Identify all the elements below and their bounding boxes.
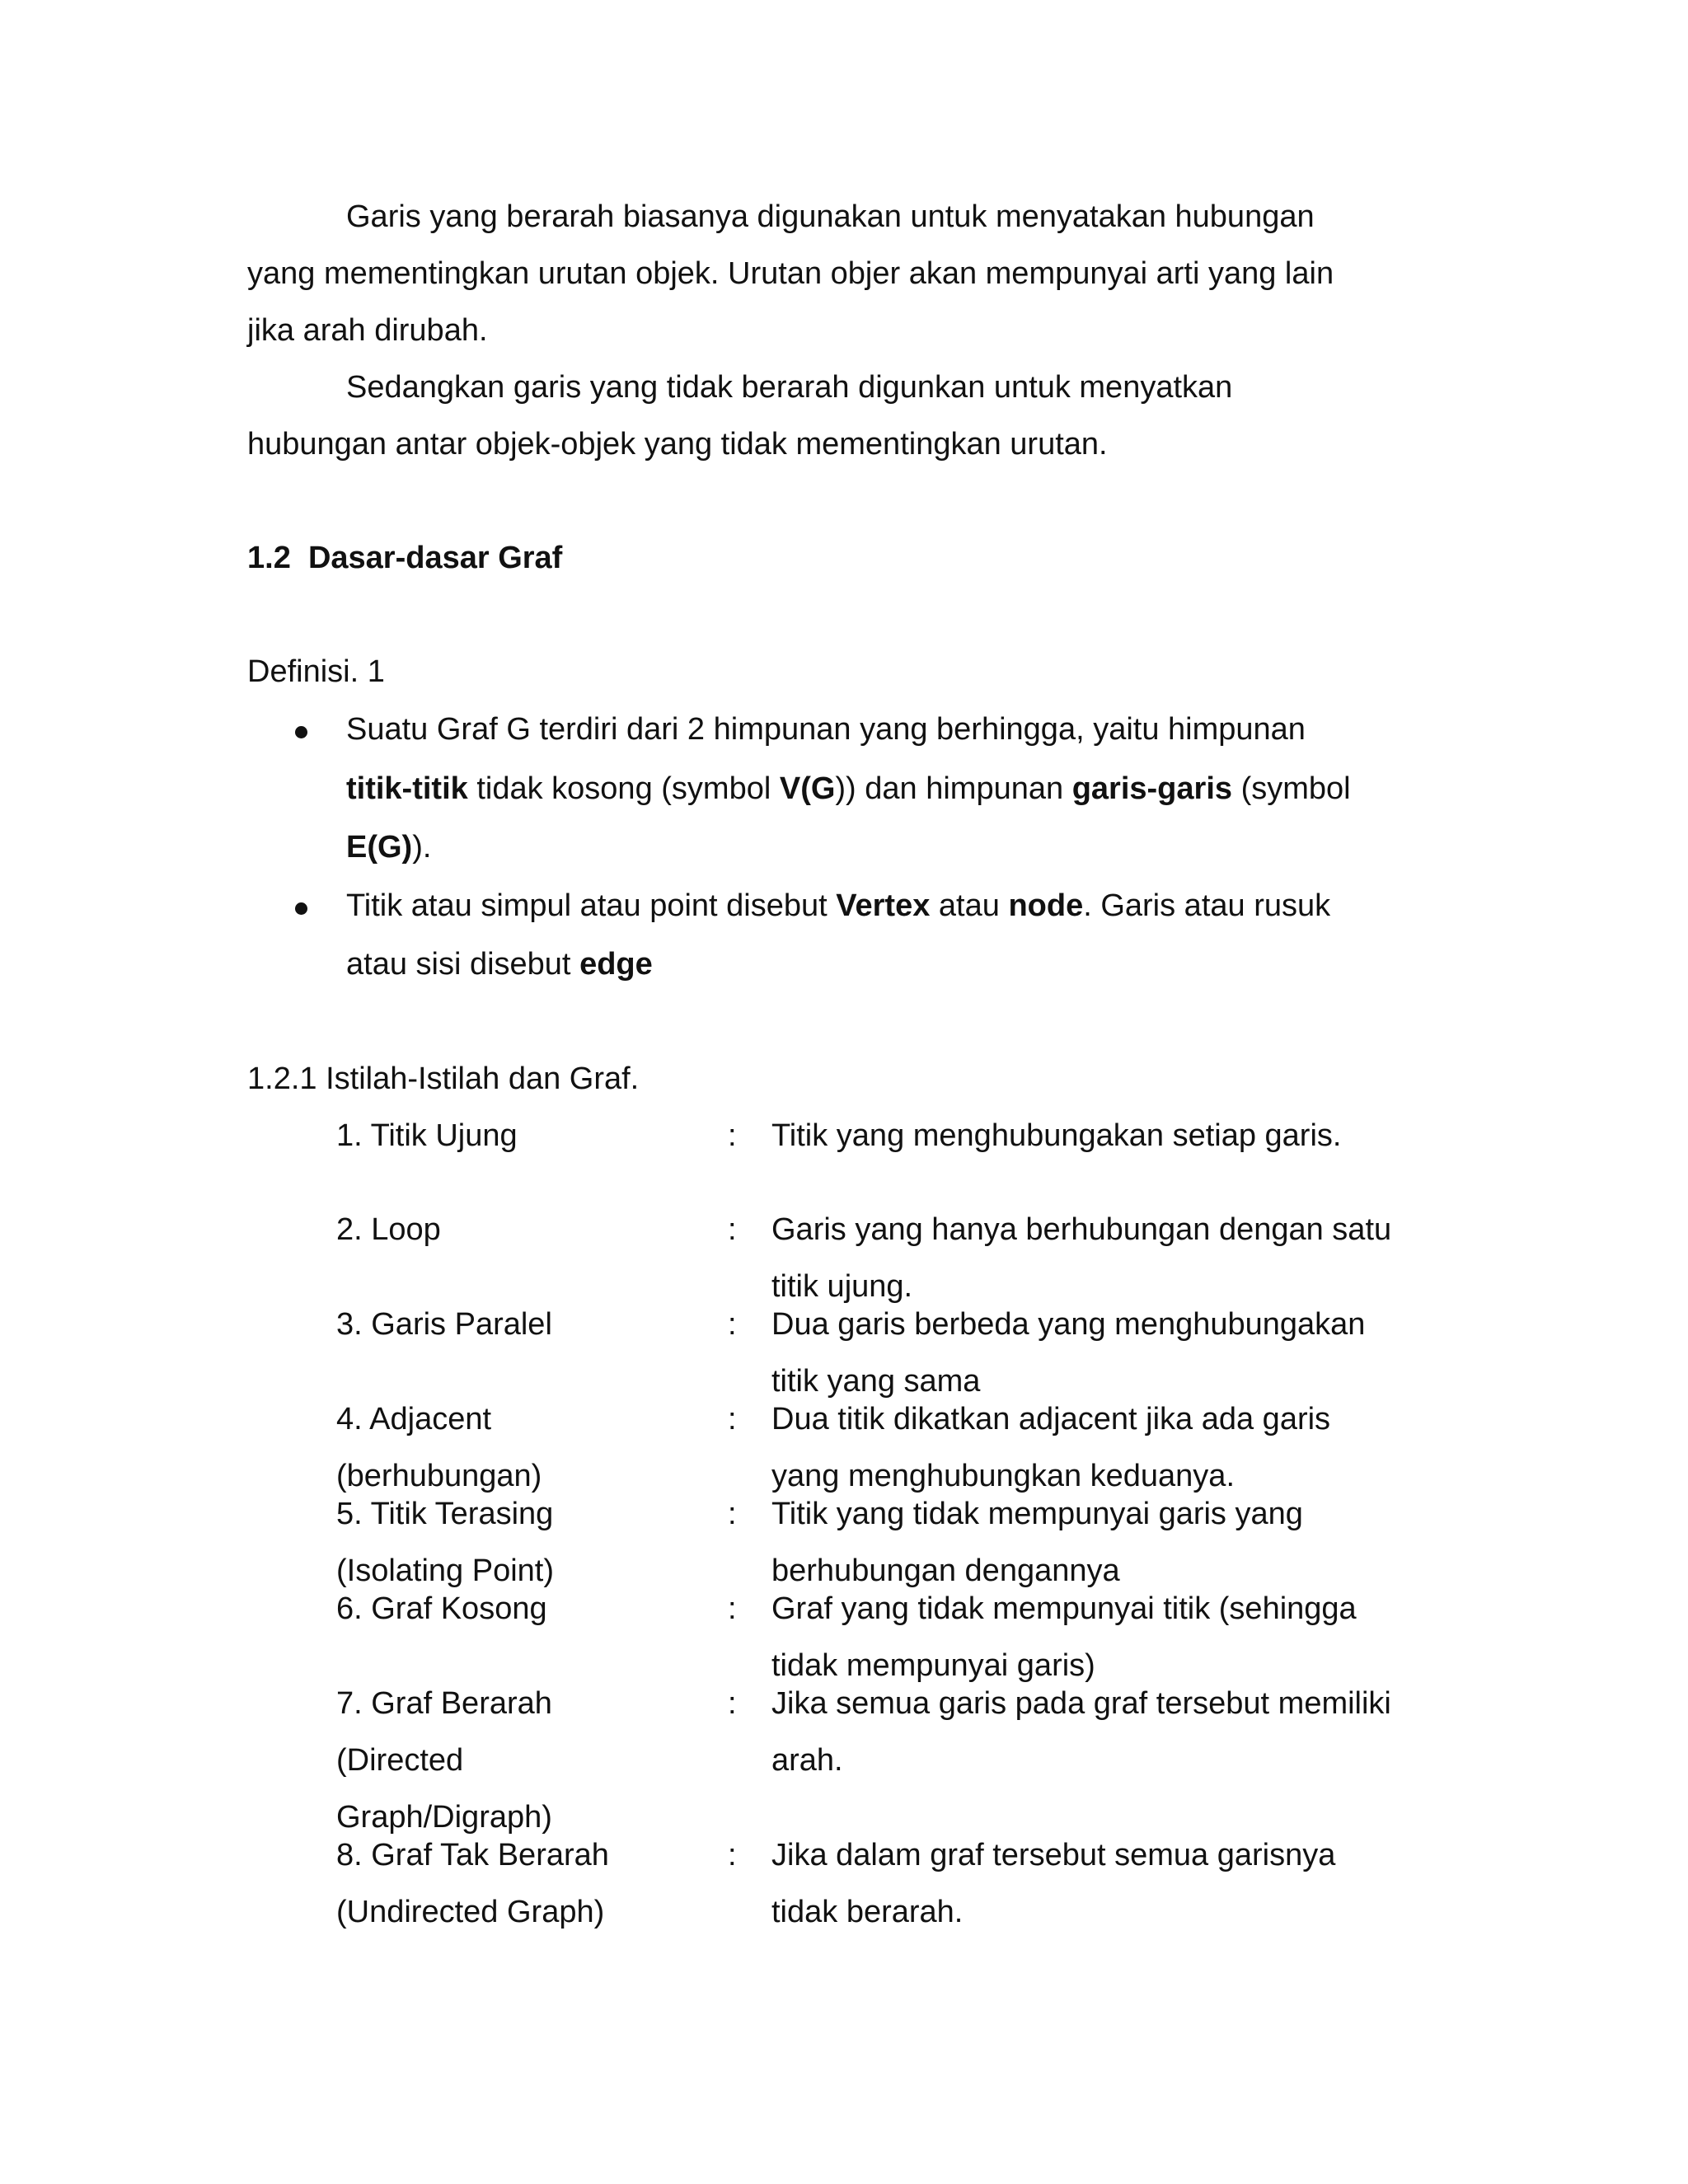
term-label: (Isolating Point) — [336, 1554, 555, 1588]
subsection-title: 1.2.1 Istilah-Istilah dan Graf. — [247, 1062, 640, 1096]
term-label: 5. Titik Terasing — [336, 1497, 554, 1531]
term-description: titik ujung. — [771, 1269, 913, 1304]
bullet-1-line-2: titik-titik tidak kosong (symbol V(G)) dan himpunan garis-garis (symbol — [346, 771, 1351, 806]
bullet-dot — [295, 726, 307, 738]
bold-term: titik-titik — [346, 771, 468, 806]
term-colon: : — [728, 1591, 737, 1626]
term-label: 4. Adjacent — [336, 1402, 492, 1436]
term-label: 1. Titik Ujung — [336, 1118, 518, 1153]
term-label: Graph/Digraph) — [336, 1800, 552, 1835]
term-label: 6. Graf Kosong — [336, 1591, 547, 1626]
paragraph-1-line-1: Garis yang berarah biasanya digunakan untuk menyatakan hubungan — [346, 199, 1315, 234]
bullet-dot — [295, 902, 307, 915]
term-description: titik yang sama — [771, 1364, 981, 1399]
section-title: Dasar-dasar Graf — [307, 541, 563, 575]
bullet-1-line-3: E(G)). — [346, 830, 432, 865]
term-description: tidak mempunyai garis) — [771, 1648, 1095, 1683]
term-description: Graf yang tidak mempunyai titik (sehingga — [771, 1591, 1357, 1626]
term-label: (Directed — [336, 1743, 464, 1778]
term-description: Titik yang menghubungakan setiap garis. — [771, 1118, 1342, 1153]
term-description: berhubungan dengannya — [771, 1554, 1120, 1588]
term-colon: : — [728, 1686, 737, 1721]
paragraph-1-line-3: jika arah dirubah. — [247, 313, 488, 348]
bold-term: V(G — [779, 771, 836, 806]
bullet-1-line-1: Suatu Graf G terdiri dari 2 himpunan yang berhingga, yaitu himpunan — [346, 712, 1306, 747]
bold-term: garis-garis — [1071, 771, 1233, 806]
term-description: Dua titik dikatkan adjacent jika ada garis — [771, 1402, 1331, 1436]
term-description: Jika dalam graf tersebut semua garisnya — [771, 1838, 1336, 1872]
term-label: 7. Graf Berarah — [336, 1686, 552, 1721]
term-colon: : — [728, 1402, 737, 1436]
term-description: tidak berarah. — [771, 1895, 964, 1929]
term-label: (berhubungan) — [336, 1459, 542, 1493]
term-colon: : — [728, 1212, 737, 1247]
term-colon: : — [728, 1307, 737, 1342]
bullet-2-line-1: Titik atau simpul atau point disebut Vertex atau node. Garis atau rusuk — [346, 888, 1331, 923]
section-number: 1.2 — [247, 541, 291, 575]
term-description: yang menghubungkan keduanya. — [771, 1459, 1236, 1493]
paragraph-2-line-1: Sedangkan garis yang tidak berarah digunkan untuk menyatkan — [346, 370, 1233, 405]
term-label: 3. Garis Paralel — [336, 1307, 552, 1342]
bold-term: E(G) — [346, 830, 413, 865]
term-colon: : — [728, 1838, 737, 1872]
term-label: 8. Graf Tak Berarah — [336, 1838, 609, 1872]
paragraph-2-line-2: hubungan antar objek-objek yang tidak mementingkan urutan. — [247, 427, 1108, 462]
term-colon: : — [728, 1118, 737, 1153]
paragraph-1-line-2: yang mementingkan urutan objek. Urutan objer akan mempunyai arti yang lain — [247, 256, 1334, 291]
term-description: Garis yang hanya berhubungan dengan satu — [771, 1212, 1392, 1247]
bold-term: edge — [579, 947, 653, 982]
term-colon: : — [728, 1497, 737, 1531]
term-description: Dua garis berbeda yang menghubungakan — [771, 1307, 1366, 1342]
term-label: 2. Loop — [336, 1212, 441, 1247]
definition-label: Definisi. 1 — [247, 654, 385, 689]
term-label: (Undirected Graph) — [336, 1895, 605, 1929]
section-heading — [247, 542, 562, 574]
term-description: Jika semua garis pada graf tersebut memiliki — [771, 1686, 1391, 1721]
bold-term: node — [1008, 888, 1084, 923]
term-description: Titik yang tidak mempunyai garis yang — [771, 1497, 1303, 1531]
bold-term: Vertex — [836, 888, 931, 923]
term-description: arah. — [771, 1743, 843, 1778]
bullet-2-line-2: atau sisi disebut edge — [346, 947, 653, 982]
